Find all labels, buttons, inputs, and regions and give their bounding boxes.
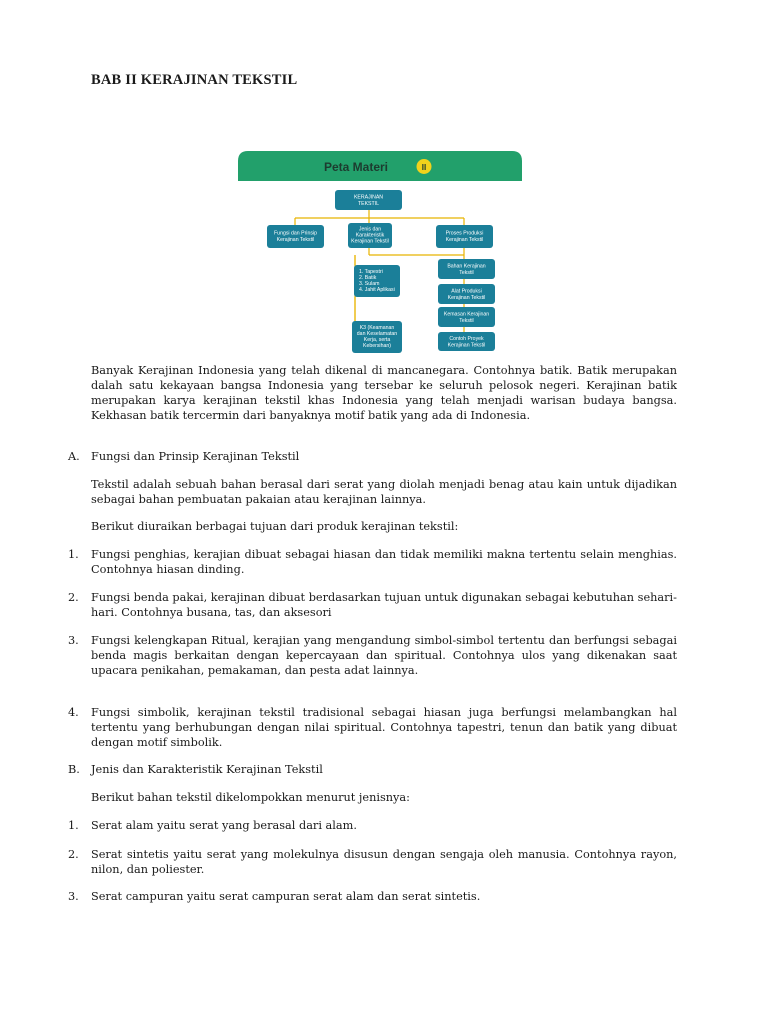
list-item-text: Serat campuran yaitu serat campuran serat alam dan serat sintetis.	[91, 890, 481, 903]
list-item-text: Fungsi penghias, kerajian dibuat sebagai hiasan dan tidak memiliki makna tertentu selain menghias. Contohnya hiasan dinding.	[91, 548, 677, 576]
map-k3-line3: Kerja, serta	[363, 337, 391, 343]
section-a-paragraph-1: Tekstil adalah sebuah bahan berasal dari serat yang diolah menjadi benag atau kain untuk dijadikan sebagai bahan pembuatan pakaian atau kerajinan lainnya.	[91, 478, 677, 506]
map-type-1: 1. Tapestri	[359, 269, 383, 275]
map-root-line2: TEKSTIL	[357, 201, 380, 207]
list-item-number: 1.	[68, 548, 79, 561]
intro-paragraph: Banyak Kerajinan Indonesia yang telah dikenal di mancanegara. Contohnya batik. Batik merupakan dalah satu kekayaan bangsa Indonesia yang tersebar ke seluruh pelosok negeri. Kerajinan batik merupakan karya kerajinan tekstil khas Indonesia yang telah menjadi warisan budaya bangsa. Kekhasan batik tercermin dari banyaknya motif batik yang ada di Indonesia.	[91, 364, 677, 422]
map-header-title: Peta Materi	[323, 160, 389, 174]
list-item-text: Fungsi simbolik, kerajinan tekstil tradisional sebagai hiasan juga berfungsi melambangkan hal tertentu yang berhubungan dengan nilai spiritual. Contohnya tapestri, tenun dan batik yang dibuat dengan motif simbolik.	[91, 706, 677, 749]
list-item-text: Fungsi benda pakai, kerajinan dibuat berdasarkan tujuan untuk digunakan sebagai kebutuhan sehari-hari. Contohnya busana, tas, dan aksesori	[91, 591, 677, 619]
map-k3-line1: K3 (Keamanan	[359, 325, 395, 331]
map-node-kemasan-line1: Kemasan Kerajinan	[443, 311, 490, 318]
map-node-fungsi-line2: Kerajinan Tekstil	[276, 237, 315, 243]
section-a-paragraph-2: Berikut diuraikan berbagai tujuan dari produk kerajinan tekstil:	[91, 520, 459, 533]
section-b-paragraph-1: Berikut bahan tekstil dikelompokkan menurut jenisnya:	[91, 791, 410, 804]
list-item-text: Fungsi kelengkapan Ritual, kerajian yang mengandung simbol-simbol tertentu dan berfungsi sebagai benda magis berkaitan dengan kepercayaan dan spiritual. Contohnya ulos yang dikenakan saat upacara penikahan, pemakaman, dan pesta adat lainnya.	[91, 634, 677, 677]
map-node-proses-line1: Proses Produksi	[445, 230, 484, 237]
list-item-number: 2.	[68, 591, 79, 604]
section-a-heading: Fungsi dan Prinsip Kerajinan Tekstil	[91, 450, 300, 463]
map-badge-label: II	[421, 163, 427, 172]
section-b-heading: Jenis dan Karakteristik Kerajinan Tekstil	[91, 763, 323, 776]
map-node-bahan-line2: Tekstil	[459, 270, 474, 276]
map-k3-line2: dan Keselamatan	[356, 331, 398, 337]
map-root-line1: KERAJINAN	[353, 194, 384, 201]
map-type-3: 3. Sulam	[359, 281, 380, 287]
map-node-alat-line1: Alat Produksi	[451, 288, 482, 295]
map-node-fungsi-line1: Fungsi dan Prinsip	[274, 230, 317, 237]
list-item-number: 1.	[68, 819, 79, 832]
map-node-contoh-line1: Contoh Proyek	[449, 336, 484, 342]
section-b-letter: B.	[68, 763, 80, 776]
map-node-jenis-line2: Karakteristik	[355, 232, 385, 239]
list-item-text: Serat sintetis yaitu serat yang molekulnya disusun dengan sengaja oleh manusia. Contohnya rayon, nilon, dan poliester.	[91, 848, 677, 876]
map-node-contoh-line2: Kerajinan Tekstil	[447, 342, 486, 349]
map-type-4: 4. Jahit Aplikasi	[359, 287, 395, 293]
map-node-bahan-line1: Bahan Kerajinan	[447, 263, 486, 270]
map-node-proses-line2: Kerajinan Tekstil	[445, 237, 484, 243]
map-node-jenis-line1: Jenis dan	[358, 226, 382, 233]
map-k3-line4: Kebersihan)	[363, 343, 391, 349]
list-item-number: 2.	[68, 848, 79, 861]
map-type-2: 2. Batik	[359, 275, 377, 281]
page-title: BAB II KERAJINAN TEKSTIL	[91, 72, 298, 88]
list-item-text: Serat alam yaitu serat yang berasal dari alam.	[91, 819, 357, 832]
list-item-number: 4.	[68, 706, 79, 719]
list-item-number: 3.	[68, 890, 79, 903]
map-node-kemasan-line2: Tekstil	[459, 318, 474, 324]
map-node-jenis-line3: Kerajinan Tekstil	[351, 238, 389, 245]
list-item-number: 3.	[68, 634, 79, 647]
section-a-letter: A.	[68, 450, 80, 463]
concept-map	[238, 149, 522, 357]
map-node-alat-line2: Kerajinan Tekstil	[447, 295, 486, 301]
concept-map-svg	[238, 149, 522, 357]
